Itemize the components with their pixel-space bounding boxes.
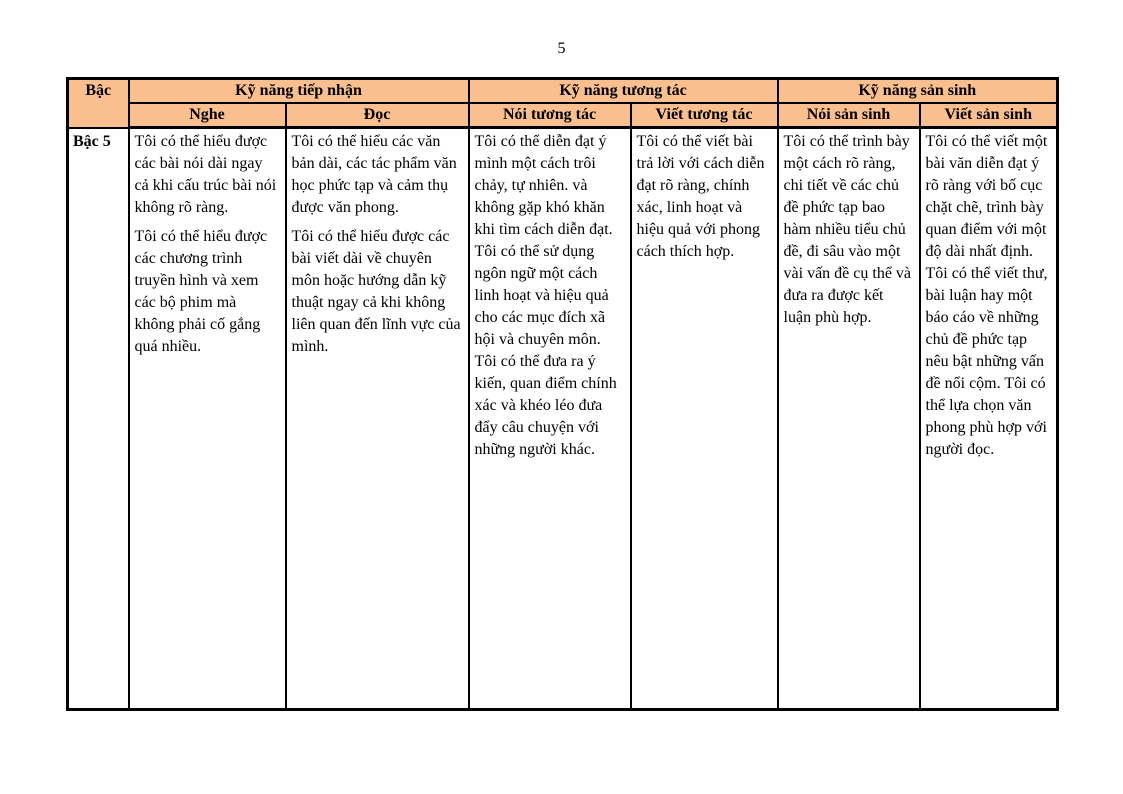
cell-reading — [286, 128, 469, 710]
header-bac: Bậc — [68, 79, 129, 128]
header-col-written-production: Viết sản sinh — [920, 103, 1058, 128]
paragraph: Tôi có thể hiểu các văn bản dài, các tác phẩm văn học phức tạp và cảm thụ được văn phong. — [291, 133, 457, 216]
header-group-production: Kỹ năng sản sinh — [778, 79, 1058, 104]
page-number: 5 — [557, 40, 566, 57]
header-group-interaction: Kỹ năng tương tác — [469, 79, 778, 104]
header-col-spoken-production: Nói sản sinh — [778, 103, 920, 128]
cell-written-production — [920, 128, 1058, 710]
cell-spoken-interaction — [469, 128, 631, 710]
row-level-label: Bậc 5 — [68, 128, 129, 710]
paragraph: Tôi có thể hiểu được các chương trình truyền hình và xem các bộ phim mà không phải cố gắng quá nhiều. — [134, 228, 268, 355]
header-row-skills — [68, 103, 1058, 128]
header-col-written-interaction: Viết tương tác — [631, 103, 778, 128]
cell-listening — [129, 128, 286, 710]
header-col-listening: Nghe — [129, 103, 286, 128]
paragraph: Tôi có thể hiểu được các bài nói dài ngay cả khi cấu trúc bài nói không rõ ràng. — [134, 133, 277, 216]
header-group-reception: Kỹ năng tiếp nhận — [129, 79, 469, 104]
cell-spoken-production — [778, 128, 920, 710]
proficiency-table — [66, 77, 1059, 711]
table-row-level-5 — [68, 128, 1058, 710]
paragraph: Tôi có thể viết bài trả lời với cách diễn đạt rõ ràng, chính xác, linh hoạt và hiệu quả với phong cách thích hợp. — [636, 133, 765, 260]
paragraph: Tôi có thể diễn đạt ý mình một cách trôi chảy, tự nhiên. và không gặp khó khăn khi tìm cách diễn đạt. Tôi có thể sử dụng ngôn ngữ một cách linh hoạt và hiệu quả cho các mục đích xã hội và chuyên môn. Tôi có thể đưa ra ý kiến, quan điểm chính xác và khéo léo đưa đẩy câu chuyện với những người khác. — [474, 133, 617, 458]
paragraph: Tôi có thể trình bày một cách rõ ràng, chi tiết về các chủ đề phức tạp bao hàm nhiều tiểu chủ đề, đi sâu vào một vài vấn đề cụ thể và đưa ra được kết luận phù hợp. — [783, 133, 912, 326]
paragraph: Tôi có thể viết một bài văn diễn đạt ý rõ ràng với bố cục chặt chẽ, trình bày quan điểm với một độ dài nhất định. Tôi có thể viết thư, bài luận hay một báo cáo về những chủ đề phức tạp nêu bật những vấn đề nổi cộm. Tôi có thể lựa chọn văn phong phù hợp với người đọc. — [925, 133, 1048, 458]
paragraph: Tôi có thể hiểu được các bài viết dài về chuyên môn hoặc hướng dẫn kỹ thuật ngay cả khi không liên quan đến lĩnh vực của mình. — [291, 228, 461, 355]
cell-written-interaction — [631, 128, 778, 710]
header-row-groups — [68, 79, 1058, 104]
header-col-spoken-interaction: Nói tương tác — [469, 103, 631, 128]
header-col-reading: Đọc — [286, 103, 469, 128]
